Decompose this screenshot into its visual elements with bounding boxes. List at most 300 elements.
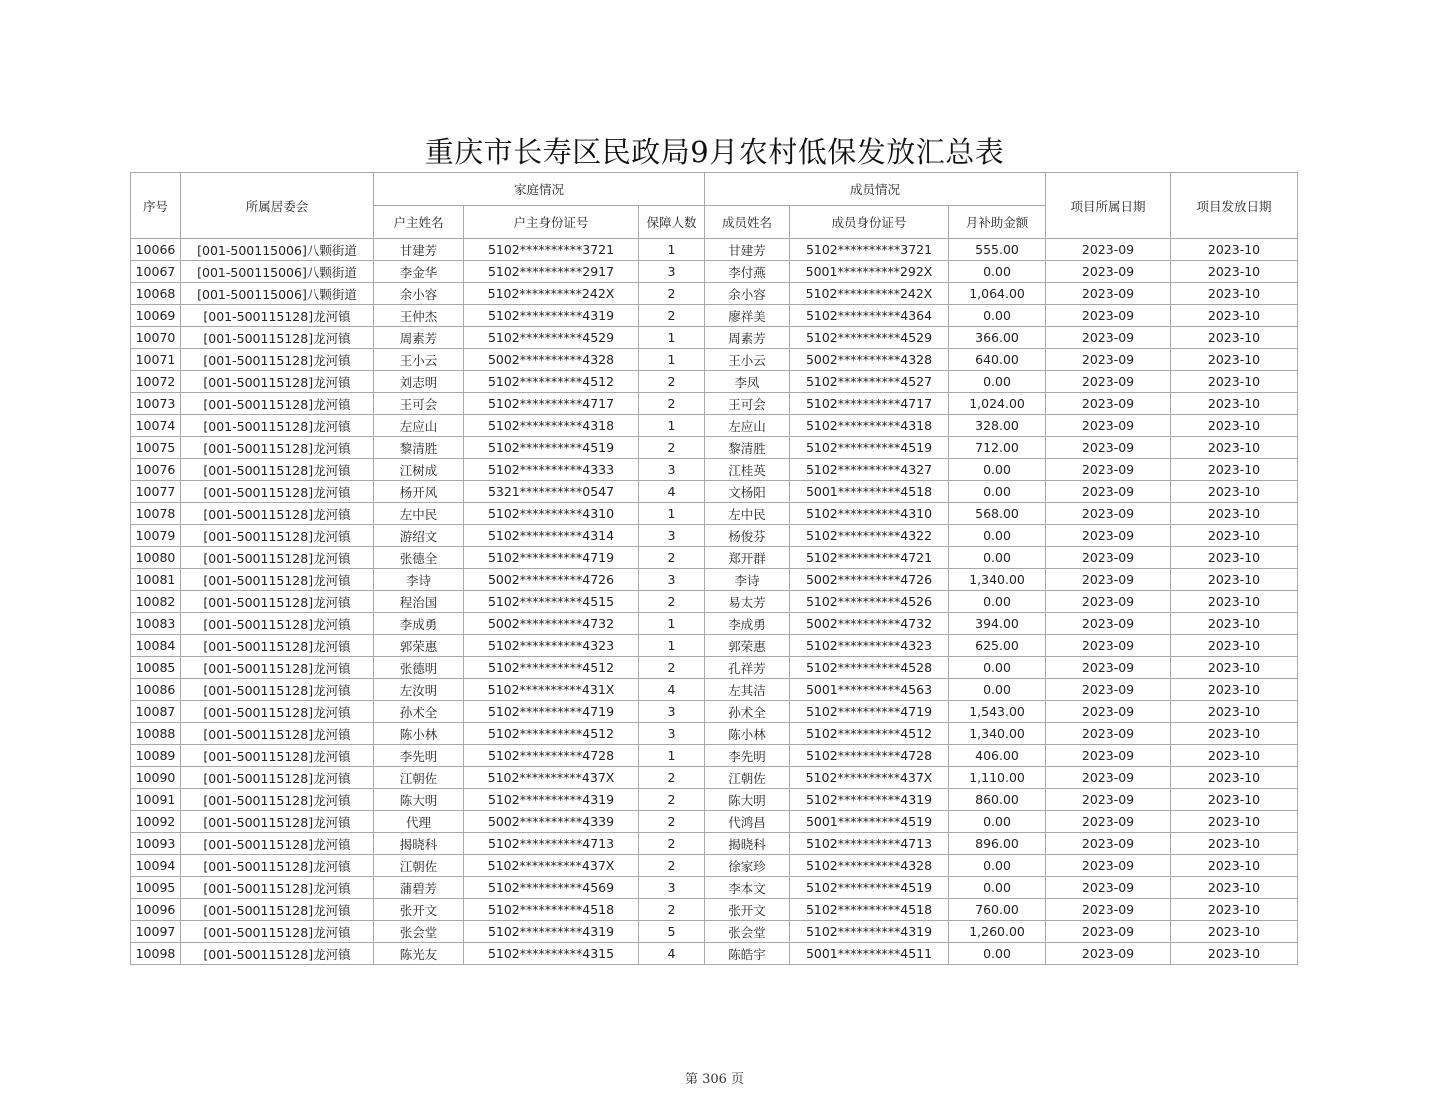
- cell-head-name: 杨开风: [374, 481, 464, 503]
- cell-monthly-amount: 1,064.00: [949, 283, 1046, 305]
- cell-member-id: 5102**********4519: [790, 437, 949, 459]
- table-row: [131, 371, 1298, 393]
- cell-member-id: 5102**********4519: [790, 877, 949, 899]
- cell-member-name: 郭荣惠: [705, 635, 790, 657]
- cell-seq: 10089: [131, 745, 181, 767]
- cell-member-name: 杨俊芬: [705, 525, 790, 547]
- cell-member-id: 5102**********4717: [790, 393, 949, 415]
- cell-member-id: 5102**********4327: [790, 459, 949, 481]
- cell-member-id: 5102**********4728: [790, 745, 949, 767]
- cell-project-date: 2023-09: [1046, 855, 1171, 877]
- cell-seq: 10066: [131, 239, 181, 261]
- cell-head-name: 王仲杰: [374, 305, 464, 327]
- cell-committee: [001-500115128]龙河镇: [181, 679, 374, 701]
- cell-issue-date: 2023-10: [1171, 833, 1298, 855]
- cell-member-name: 陈大明: [705, 789, 790, 811]
- header-monthly-amount: 月补助金额: [949, 206, 1046, 239]
- cell-member-id: 5102**********4364: [790, 305, 949, 327]
- cell-member-name: 李本文: [705, 877, 790, 899]
- header-issue-date: 项目发放日期: [1171, 173, 1298, 239]
- cell-guarantee-count: 2: [639, 789, 705, 811]
- cell-head-name: 陈光友: [374, 943, 464, 965]
- cell-project-date: 2023-09: [1046, 547, 1171, 569]
- cell-member-name: 左应山: [705, 415, 790, 437]
- cell-member-id: 5102**********4713: [790, 833, 949, 855]
- table-row: [131, 701, 1298, 723]
- cell-monthly-amount: 406.00: [949, 745, 1046, 767]
- cell-seq: 10098: [131, 943, 181, 965]
- cell-head-name: 李金华: [374, 261, 464, 283]
- cell-member-id: 5001**********4518: [790, 481, 949, 503]
- cell-project-date: 2023-09: [1046, 679, 1171, 701]
- cell-seq: 10072: [131, 371, 181, 393]
- cell-monthly-amount: 860.00: [949, 789, 1046, 811]
- cell-head-id: 5102**********4319: [464, 921, 639, 943]
- cell-monthly-amount: 0.00: [949, 481, 1046, 503]
- cell-member-name: 徐家珍: [705, 855, 790, 877]
- cell-seq: 10093: [131, 833, 181, 855]
- cell-monthly-amount: 555.00: [949, 239, 1046, 261]
- table-row: [131, 767, 1298, 789]
- cell-head-id: 5102**********4717: [464, 393, 639, 415]
- cell-guarantee-count: 2: [639, 811, 705, 833]
- table-row: [131, 811, 1298, 833]
- cell-issue-date: 2023-10: [1171, 503, 1298, 525]
- cell-monthly-amount: 1,543.00: [949, 701, 1046, 723]
- cell-committee: [001-500115128]龙河镇: [181, 701, 374, 723]
- cell-monthly-amount: 1,110.00: [949, 767, 1046, 789]
- cell-member-id: 5102**********4328: [790, 855, 949, 877]
- cell-project-date: 2023-09: [1046, 613, 1171, 635]
- cell-head-id: 5002**********4726: [464, 569, 639, 591]
- cell-seq: 10078: [131, 503, 181, 525]
- table-row: [131, 503, 1298, 525]
- cell-issue-date: 2023-10: [1171, 877, 1298, 899]
- table-row: [131, 591, 1298, 613]
- cell-issue-date: 2023-10: [1171, 393, 1298, 415]
- cell-member-name: 孙术全: [705, 701, 790, 723]
- cell-member-name: 李凤: [705, 371, 790, 393]
- cell-head-id: 5102**********4314: [464, 525, 639, 547]
- cell-project-date: 2023-09: [1046, 921, 1171, 943]
- cell-member-name: 王小云: [705, 349, 790, 371]
- cell-monthly-amount: 896.00: [949, 833, 1046, 855]
- cell-head-name: 张会堂: [374, 921, 464, 943]
- cell-seq: 10073: [131, 393, 181, 415]
- cell-guarantee-count: 1: [639, 415, 705, 437]
- header-seq: 序号: [131, 173, 181, 239]
- cell-monthly-amount: 1,260.00: [949, 921, 1046, 943]
- cell-member-name: 李付燕: [705, 261, 790, 283]
- subsidy-table-container: [130, 172, 1297, 965]
- cell-committee: [001-500115128]龙河镇: [181, 811, 374, 833]
- cell-head-name: 张德明: [374, 657, 464, 679]
- cell-seq: 10075: [131, 437, 181, 459]
- cell-guarantee-count: 3: [639, 261, 705, 283]
- cell-project-date: 2023-09: [1046, 437, 1171, 459]
- cell-committee: [001-500115128]龙河镇: [181, 613, 374, 635]
- cell-guarantee-count: 1: [639, 635, 705, 657]
- cell-issue-date: 2023-10: [1171, 261, 1298, 283]
- cell-member-id: 5102**********4319: [790, 789, 949, 811]
- cell-seq: 10085: [131, 657, 181, 679]
- cell-guarantee-count: 4: [639, 481, 705, 503]
- cell-monthly-amount: 0.00: [949, 877, 1046, 899]
- cell-issue-date: 2023-10: [1171, 459, 1298, 481]
- cell-project-date: 2023-09: [1046, 239, 1171, 261]
- cell-member-name: 江朝佐: [705, 767, 790, 789]
- cell-head-name: 郭荣惠: [374, 635, 464, 657]
- cell-committee: [001-500115128]龙河镇: [181, 767, 374, 789]
- cell-project-date: 2023-09: [1046, 305, 1171, 327]
- cell-monthly-amount: 760.00: [949, 899, 1046, 921]
- cell-member-id: 5102**********4318: [790, 415, 949, 437]
- table-body: [131, 239, 1298, 965]
- cell-issue-date: 2023-10: [1171, 635, 1298, 657]
- table-row: [131, 877, 1298, 899]
- cell-issue-date: 2023-10: [1171, 305, 1298, 327]
- cell-guarantee-count: 2: [639, 833, 705, 855]
- cell-member-name: 江桂英: [705, 459, 790, 481]
- cell-monthly-amount: 0.00: [949, 943, 1046, 965]
- cell-head-name: 甘建芳: [374, 239, 464, 261]
- cell-seq: 10092: [131, 811, 181, 833]
- cell-head-name: 江树成: [374, 459, 464, 481]
- cell-member-id: 5102**********4319: [790, 921, 949, 943]
- cell-head-name: 代理: [374, 811, 464, 833]
- cell-guarantee-count: 2: [639, 305, 705, 327]
- header-member-group: 成员情况: [705, 173, 1046, 206]
- table-row: [131, 723, 1298, 745]
- cell-member-id: 5001**********4519: [790, 811, 949, 833]
- cell-monthly-amount: 640.00: [949, 349, 1046, 371]
- cell-monthly-amount: 328.00: [949, 415, 1046, 437]
- cell-head-name: 陈大明: [374, 789, 464, 811]
- table-row: [131, 459, 1298, 481]
- cell-head-name: 黎清胜: [374, 437, 464, 459]
- table-row: [131, 393, 1298, 415]
- cell-guarantee-count: 1: [639, 745, 705, 767]
- cell-head-id: 5102**********4719: [464, 547, 639, 569]
- cell-head-name: 左汝明: [374, 679, 464, 701]
- cell-member-id: 5001**********292X: [790, 261, 949, 283]
- cell-committee: [001-500115128]龙河镇: [181, 877, 374, 899]
- cell-monthly-amount: 0.00: [949, 305, 1046, 327]
- cell-member-id: 5102**********4518: [790, 899, 949, 921]
- cell-project-date: 2023-09: [1046, 459, 1171, 481]
- cell-guarantee-count: 2: [639, 371, 705, 393]
- cell-member-id: 5102**********3721: [790, 239, 949, 261]
- cell-member-name: 张会堂: [705, 921, 790, 943]
- cell-member-name: 余小容: [705, 283, 790, 305]
- cell-head-name: 张德全: [374, 547, 464, 569]
- cell-seq: 10084: [131, 635, 181, 657]
- cell-member-name: 陈皓宇: [705, 943, 790, 965]
- cell-head-id: 5102**********4319: [464, 789, 639, 811]
- cell-project-date: 2023-09: [1046, 767, 1171, 789]
- cell-seq: 10083: [131, 613, 181, 635]
- cell-committee: [001-500115128]龙河镇: [181, 459, 374, 481]
- cell-member-id: 5002**********4732: [790, 613, 949, 635]
- cell-committee: [001-500115128]龙河镇: [181, 349, 374, 371]
- table-row: [131, 679, 1298, 701]
- cell-member-name: 陈小林: [705, 723, 790, 745]
- table-row: [131, 349, 1298, 371]
- cell-member-name: 左其洁: [705, 679, 790, 701]
- cell-issue-date: 2023-10: [1171, 943, 1298, 965]
- cell-issue-date: 2023-10: [1171, 349, 1298, 371]
- cell-member-name: 易太芳: [705, 591, 790, 613]
- table-header: [131, 173, 1298, 239]
- cell-head-name: 蒲碧芳: [374, 877, 464, 899]
- header-head-name: 户主姓名: [374, 206, 464, 239]
- cell-member-name: 周素芳: [705, 327, 790, 349]
- header-member-id: 成员身份证号: [790, 206, 949, 239]
- table-row: [131, 327, 1298, 349]
- cell-head-id: 5102**********4318: [464, 415, 639, 437]
- header-project-date: 项目所属日期: [1046, 173, 1171, 239]
- header-committee: 所属居委会: [181, 173, 374, 239]
- cell-project-date: 2023-09: [1046, 789, 1171, 811]
- cell-issue-date: 2023-10: [1171, 569, 1298, 591]
- cell-monthly-amount: 0.00: [949, 459, 1046, 481]
- cell-seq: 10074: [131, 415, 181, 437]
- header-head-id: 户主身份证号: [464, 206, 639, 239]
- cell-issue-date: 2023-10: [1171, 371, 1298, 393]
- cell-head-name: 李先明: [374, 745, 464, 767]
- cell-guarantee-count: 3: [639, 569, 705, 591]
- cell-issue-date: 2023-10: [1171, 811, 1298, 833]
- table-row: [131, 525, 1298, 547]
- cell-head-id: 5102**********4319: [464, 305, 639, 327]
- cell-head-id: 5102**********4569: [464, 877, 639, 899]
- cell-head-name: 陈小林: [374, 723, 464, 745]
- cell-issue-date: 2023-10: [1171, 591, 1298, 613]
- cell-project-date: 2023-09: [1046, 635, 1171, 657]
- cell-head-name: 游绍文: [374, 525, 464, 547]
- cell-member-name: 李先明: [705, 745, 790, 767]
- cell-guarantee-count: 4: [639, 943, 705, 965]
- cell-head-id: 5102**********4529: [464, 327, 639, 349]
- cell-member-id: 5102**********4528: [790, 657, 949, 679]
- cell-project-date: 2023-09: [1046, 371, 1171, 393]
- cell-member-id: 5102**********4719: [790, 701, 949, 723]
- cell-member-name: 李诗: [705, 569, 790, 591]
- cell-member-name: 廖祥美: [705, 305, 790, 327]
- cell-issue-date: 2023-10: [1171, 723, 1298, 745]
- cell-guarantee-count: 3: [639, 877, 705, 899]
- cell-committee: [001-500115128]龙河镇: [181, 943, 374, 965]
- cell-seq: 10077: [131, 481, 181, 503]
- cell-head-name: 江朝佐: [374, 855, 464, 877]
- cell-seq: 10079: [131, 525, 181, 547]
- cell-seq: 10081: [131, 569, 181, 591]
- cell-head-id: 5102**********4512: [464, 723, 639, 745]
- cell-head-name: 李成勇: [374, 613, 464, 635]
- cell-committee: [001-500115128]龙河镇: [181, 635, 374, 657]
- table-row: [131, 613, 1298, 635]
- cell-issue-date: 2023-10: [1171, 437, 1298, 459]
- cell-committee: [001-500115128]龙河镇: [181, 393, 374, 415]
- cell-head-name: 程治国: [374, 591, 464, 613]
- cell-monthly-amount: 0.00: [949, 261, 1046, 283]
- cell-guarantee-count: 1: [639, 327, 705, 349]
- cell-monthly-amount: 0.00: [949, 657, 1046, 679]
- cell-head-name: 王可会: [374, 393, 464, 415]
- cell-project-date: 2023-09: [1046, 393, 1171, 415]
- cell-seq: 10080: [131, 547, 181, 569]
- cell-member-id: 5102**********4322: [790, 525, 949, 547]
- cell-project-date: 2023-09: [1046, 723, 1171, 745]
- cell-seq: 10070: [131, 327, 181, 349]
- cell-committee: [001-500115128]龙河镇: [181, 371, 374, 393]
- cell-member-name: 甘建芳: [705, 239, 790, 261]
- cell-seq: 10082: [131, 591, 181, 613]
- cell-member-id: 5102**********4526: [790, 591, 949, 613]
- cell-head-id: 5102**********4719: [464, 701, 639, 723]
- cell-guarantee-count: 2: [639, 437, 705, 459]
- cell-project-date: 2023-09: [1046, 415, 1171, 437]
- cell-monthly-amount: 0.00: [949, 591, 1046, 613]
- cell-issue-date: 2023-10: [1171, 679, 1298, 701]
- cell-head-name: 周素芳: [374, 327, 464, 349]
- table-row: [131, 899, 1298, 921]
- cell-guarantee-count: 3: [639, 525, 705, 547]
- cell-guarantee-count: 2: [639, 899, 705, 921]
- cell-monthly-amount: 568.00: [949, 503, 1046, 525]
- cell-guarantee-count: 2: [639, 855, 705, 877]
- cell-head-name: 刘志明: [374, 371, 464, 393]
- cell-project-date: 2023-09: [1046, 899, 1171, 921]
- cell-project-date: 2023-09: [1046, 657, 1171, 679]
- cell-head-id: 5321**********0547: [464, 481, 639, 503]
- cell-member-name: 郑开群: [705, 547, 790, 569]
- cell-issue-date: 2023-10: [1171, 789, 1298, 811]
- table-row: [131, 921, 1298, 943]
- cell-seq: 10087: [131, 701, 181, 723]
- cell-committee: [001-500115128]龙河镇: [181, 569, 374, 591]
- cell-member-name: 代鸿昌: [705, 811, 790, 833]
- cell-head-id: 5002**********4732: [464, 613, 639, 635]
- cell-head-name: 左中民: [374, 503, 464, 525]
- cell-project-date: 2023-09: [1046, 261, 1171, 283]
- cell-monthly-amount: 625.00: [949, 635, 1046, 657]
- cell-guarantee-count: 4: [639, 679, 705, 701]
- cell-head-id: 5102**********437X: [464, 767, 639, 789]
- table-row: [131, 415, 1298, 437]
- cell-committee: [001-500115128]龙河镇: [181, 481, 374, 503]
- cell-committee: [001-500115128]龙河镇: [181, 899, 374, 921]
- cell-member-name: 左中民: [705, 503, 790, 525]
- table-row: [131, 855, 1298, 877]
- cell-member-id: 5102**********4310: [790, 503, 949, 525]
- cell-committee: [001-500115006]八颗街道: [181, 239, 374, 261]
- cell-guarantee-count: 1: [639, 613, 705, 635]
- page-number: 第 306 页: [684, 1072, 745, 1087]
- cell-seq: 10067: [131, 261, 181, 283]
- cell-member-id: 5102**********437X: [790, 767, 949, 789]
- cell-head-id: 5102**********4713: [464, 833, 639, 855]
- cell-project-date: 2023-09: [1046, 525, 1171, 547]
- cell-head-id: 5102**********4333: [464, 459, 639, 481]
- cell-head-name: 江朝佐: [374, 767, 464, 789]
- cell-member-id: 5001**********4511: [790, 943, 949, 965]
- cell-committee: [001-500115128]龙河镇: [181, 415, 374, 437]
- cell-seq: 10094: [131, 855, 181, 877]
- cell-member-name: 文杨阳: [705, 481, 790, 503]
- cell-project-date: 2023-09: [1046, 481, 1171, 503]
- cell-member-name: 揭晓科: [705, 833, 790, 855]
- cell-guarantee-count: 2: [639, 657, 705, 679]
- cell-monthly-amount: 1,024.00: [949, 393, 1046, 415]
- cell-seq: 10086: [131, 679, 181, 701]
- cell-committee: [001-500115128]龙河镇: [181, 437, 374, 459]
- cell-committee: [001-500115128]龙河镇: [181, 789, 374, 811]
- cell-head-id: 5102**********4310: [464, 503, 639, 525]
- cell-project-date: 2023-09: [1046, 811, 1171, 833]
- cell-committee: [001-500115128]龙河镇: [181, 745, 374, 767]
- cell-member-id: 5002**********4726: [790, 569, 949, 591]
- cell-issue-date: 2023-10: [1171, 767, 1298, 789]
- cell-member-id: 5102**********4721: [790, 547, 949, 569]
- cell-head-name: 余小容: [374, 283, 464, 305]
- cell-issue-date: 2023-10: [1171, 613, 1298, 635]
- cell-member-id: 5001**********4563: [790, 679, 949, 701]
- cell-member-name: 孔祥芳: [705, 657, 790, 679]
- cell-head-id: 5102**********4728: [464, 745, 639, 767]
- table-row: [131, 635, 1298, 657]
- cell-issue-date: 2023-10: [1171, 745, 1298, 767]
- table-row: [131, 789, 1298, 811]
- table-row: [131, 833, 1298, 855]
- cell-monthly-amount: 1,340.00: [949, 723, 1046, 745]
- cell-monthly-amount: 1,340.00: [949, 569, 1046, 591]
- cell-guarantee-count: 1: [639, 349, 705, 371]
- cell-project-date: 2023-09: [1046, 283, 1171, 305]
- cell-head-id: 5102**********3721: [464, 239, 639, 261]
- cell-head-id: 5102**********242X: [464, 283, 639, 305]
- cell-monthly-amount: 0.00: [949, 547, 1046, 569]
- cell-monthly-amount: 366.00: [949, 327, 1046, 349]
- cell-project-date: 2023-09: [1046, 503, 1171, 525]
- cell-guarantee-count: 2: [639, 393, 705, 415]
- cell-member-id: 5102**********4512: [790, 723, 949, 745]
- cell-guarantee-count: 5: [639, 921, 705, 943]
- header-guarantee-count: 保障人数: [639, 206, 705, 239]
- cell-committee: [001-500115128]龙河镇: [181, 327, 374, 349]
- cell-head-id: 5002**********4339: [464, 811, 639, 833]
- cell-issue-date: 2023-10: [1171, 481, 1298, 503]
- cell-issue-date: 2023-10: [1171, 855, 1298, 877]
- cell-issue-date: 2023-10: [1171, 239, 1298, 261]
- cell-committee: [001-500115006]八颗街道: [181, 261, 374, 283]
- cell-committee: [001-500115128]龙河镇: [181, 591, 374, 613]
- cell-committee: [001-500115128]龙河镇: [181, 305, 374, 327]
- cell-head-id: 5102**********4518: [464, 899, 639, 921]
- cell-issue-date: 2023-10: [1171, 701, 1298, 723]
- cell-head-id: 5102**********4315: [464, 943, 639, 965]
- cell-seq: 10091: [131, 789, 181, 811]
- cell-seq: 10071: [131, 349, 181, 371]
- cell-project-date: 2023-09: [1046, 349, 1171, 371]
- subsidy-table: [130, 172, 1298, 965]
- table-row: [131, 305, 1298, 327]
- cell-guarantee-count: 2: [639, 767, 705, 789]
- cell-committee: [001-500115128]龙河镇: [181, 525, 374, 547]
- cell-seq: 10090: [131, 767, 181, 789]
- header-family-group: 家庭情况: [374, 173, 705, 206]
- cell-monthly-amount: 0.00: [949, 811, 1046, 833]
